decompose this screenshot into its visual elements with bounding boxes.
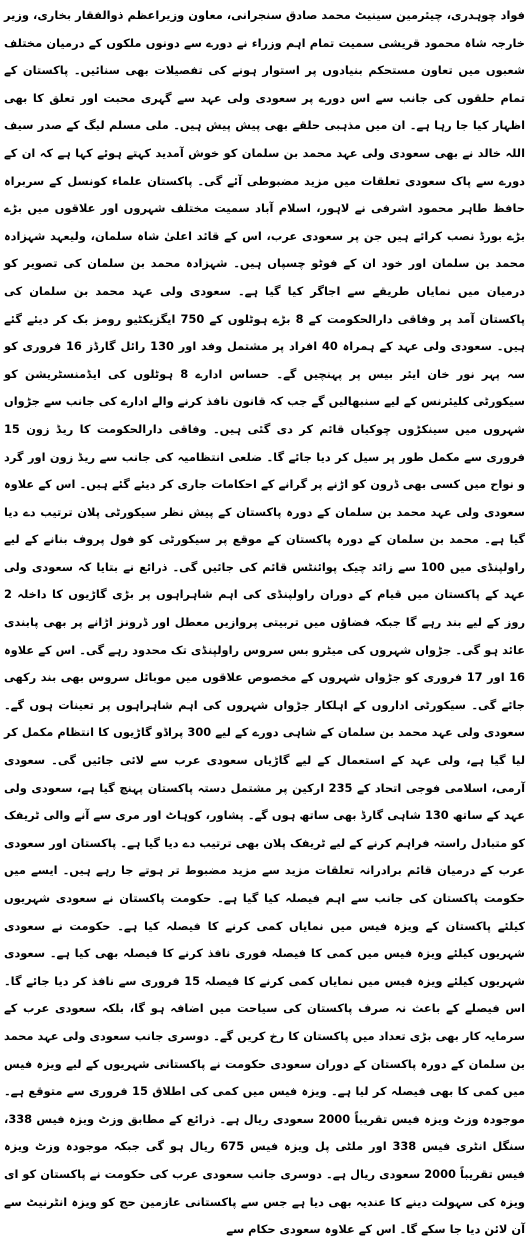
- article-body: فواد چوہدری، چیئرمین سینیٹ محمد صادق سنجرانی، معاون وزیراعظم ذوالفقار بخاری، وزیر خارجہ شاہ محمود قریشی سمیت تمام اہم وزراء نے دورے سے دونوں ملکوں کے درمیان مختلف شعبوں میں تعاون مستحکم بنیادوں پر استوار ہونے کی تفصیلات بھی سنائیں۔ پاکستان کے تمام حلقوں کی جانب سے اس دورے پر سعودی ولی عہد سے گہری محبت اور تعلق کا بھی اظہار کیا جا رہا ہے۔ ان میں مذہبی حلقے بھی پیش پیش ہیں۔ ملی مسلم لیگ کے صدر سیف اللہ خالد نے بھی سعودی ولی عہد محمد بن سلمان کو خوش آمدید کہتے ہوئے کہا ہے کہ ان کے دورے سے پاک سعودی تعلقات میں مزید مضبوطی آئے گی۔ پاکستان علماء کونسل کے سربراہ حافظ طاہر محمود اشرفی نے لاہور، اسلام آباد سمیت مختلف شہروں اور علاقوں میں بڑے بڑے بورڈ نصب کرائے ہیں جن پر سعودی عرب، اس کے قائد اعلیٰ شاہ سلمان، ولیعہد شہزادہ محمد بن سلمان اور خود ان کے فوٹو چسپاں ہیں۔ شہزادہ محمد بن سلمان کی تصویر کو درمیان میں نمایاں طریقے سے اجاگر کیا گیا ہے۔ سعودی ولی عہد محمد بن سلمان کی پاکستان آمد پر وفاقی دارالحکومت کے 8 بڑے ہوٹلوں کے 750 ایگزیکٹیو رومز بک کر دیئے گئے ہیں۔ سعودی ولی عہد کے ہمراہ 40 افراد پر مشتمل وفد اور 130 رائل گارڈز 16 فروری کو سہ پہر نور خان ایئر بیس پر پہنچیں گے۔ حساس ادارے 8 ہوٹلوں کی ایڈمنسٹریشن کو سیکورٹی کلیئرنس کے لیے سنبھالیں گے جب کہ قانون نافذ کرنے والے ادارے کی جانب سے جڑواں شہروں میں سینکڑوں چوکیاں قائم کر دی گئی ہیں۔ وفاقی دارالحکومت کا ریڈ زون 15 فروری سے مکمل طور پر سیل کر دیا جائے گا۔ ضلعی انتظامیہ کی جانب سے ریڈ زون اور گرد و نواح میں کسی بھی ڈرون کو اڑنے پر گرانے کے احکامات جاری کر دیئے گئے ہیں۔ اس کے علاوہ سعودی ولی عہد محمد بن سلمان کے دورہ پاکستان کے پیش نظر سیکورٹی پلان ترتیب دے دیا گیا ہے۔ محمد بن سلمان کے دورہ پاکستان کے موقع پر سیکورٹی کو فول پروف بنانے کے لیے راولپنڈی میں 100 سے زائد چیک پوائنٹس قائم کی جائیں گی۔ ذرائع نے بتایا کہ سعودی ولی عہد کے پاکستان میں قیام کے دوران راولپنڈی کی اہم شاہراہوں پر بڑی گاڑیوں کا داخلہ 2 روز کے لیے بند رہے گا جبکہ فضاؤں میں تربیتی پروازیں معطل اور ڈرونز اڑانے پر بھی پابندی عائد ہو گی۔ جڑواں شہروں کی میٹرو بس سروس راولپنڈی تک محدود رہے گی۔ اس کے علاوہ 16 اور 17 فروری کو جڑواں شہروں کے مخصوص علاقوں میں موبائل سروس بھی بند رکھی جائے گی۔ سیکورٹی اداروں کے اہلکار جڑواں شہروں کی اہم شاہراہوں پر تعینات ہوں گے۔ سعودی ولی عہد محمد بن سلمان کے شاہی دورے کے لیے 300 پراڈو گاڑیوں کا انتظام مکمل کر لیا گیا ہے، ولی عہد کے استعمال کے لیے گاڑیاں سعودی عرب سے لائی جائیں گی۔ سعودی آرمی، اسلامی فوجی اتحاد کے 235 ارکین پر مشتمل دستہ پاکستان پہنچ گیا ہے، سعودی ولی عہد کے ساتھ 130 شاہی گارڈ بھی ساتھ ہوں گے۔ پشاور، کوہاٹ اور مری سے آنے والی ٹریفک کو متبادل راستہ فراہم کرنے کے لیے ٹریفک پلان بھی ترتیب دے دیا گیا ہے۔ پاکستان اور سعودی عرب کے درمیان قائم برادرانہ تعلقات مزید سے مزید مضبوط تر ہوتے جا رہے ہیں۔ ایسے میں حکومت پاکستان کی جانب سے اہم فیصلہ کیا گیا ہے۔ حکومت پاکستان نے سعودی شہریوں کیلئے پاکستان کے ویزہ فیس میں نمایاں کمی کرنے کا فیصلہ کیا ہے۔ حکومت نے سعودی شہریوں کیلئے ویزہ فیس میں کمی کا فیصلہ فوری نافذ کرنے کا فیصلہ بھی کیا ہے۔ سعودی شہریوں کیلئے ویزہ فیس میں نمایاں کمی کرنے کا فیصلہ 15 فروری سے نافذ کر دیا جائے گا۔ اس فیصلے کے باعث نہ صرف پاکستان کی سیاحت میں اضافہ ہو گا، بلکہ سعودی عرب کے سرمایہ کار بھی بڑی تعداد میں پاکستان کا رخ کریں گے۔ دوسری جانب سعودی ولی عہد محمد بن سلمان کے دورہ پاکستان کے دوران سعودی حکومت نے پاکستانی شہریوں کے لیے ویزہ فیس میں کمی کا بھی فیصلہ کر لیا ہے۔ ویزہ فیس میں کمی کی اطلاق 15 فروری سے متوقع ہے۔ موجودہ وزٹ ویزہ فیس تقریباً 2000 سعودی ریال ہے۔ ذرائع کے مطابق وزٹ ویزہ فیس 338، سنگل انٹری فیس 338 اور ملٹی پل ویزہ فیس 675 ریال ہو گی جبکہ موجودہ وزٹ ویزہ فیس تقریباً 2000 سعودی ریال ہے۔ دوسری جانب سعودی عرب کی حکومت نے پاکستان کو ای ویزہ کی سہولت دینے کا عندیہ بھی دیا ہے جس سے پاکستانی عازمین حج کو ویزہ انٹرنیٹ سے آن لائن دیا جا سکے گا۔ اس کے علاوہ سعودی حکام سے: [4, 8, 526, 1237]
